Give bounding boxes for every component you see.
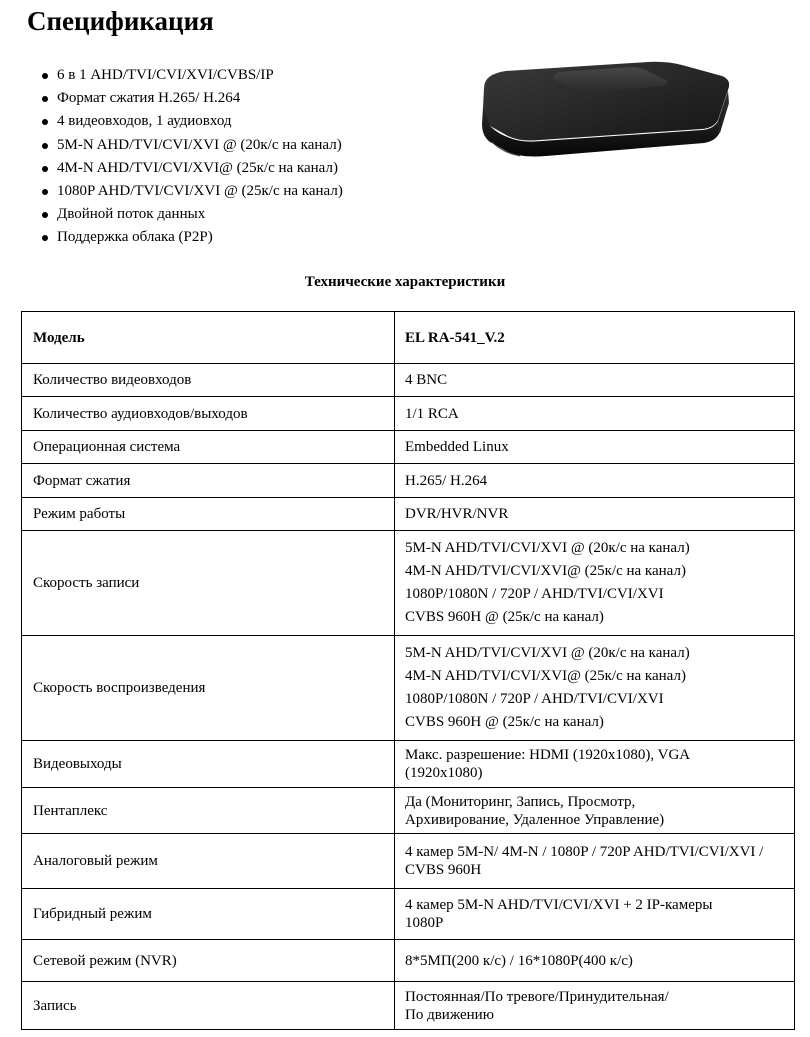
row-label: Гибридный режим <box>22 889 395 940</box>
row-value: 4 камер 5M-N/ 4M-N / 1080P / 720P AHD/TVI/CVI/XVI / CVBS 960H <box>395 834 795 889</box>
row-value: 4 камер 5M-N AHD/TVI/CVI/XVI + 2 IP-камеры 1080P <box>395 889 795 940</box>
row-value: H.265/ H.264 <box>395 464 795 498</box>
feature-item: 4M-N AHD/TVI/CVI/XVI@ (25к/с на канал) <box>40 157 343 180</box>
row-label: Количество аудиовходов/выходов <box>22 397 395 431</box>
page-title: Спецификация <box>27 6 214 36</box>
table-row <box>22 397 795 431</box>
row-label: Операционная система <box>22 431 395 464</box>
table-row <box>22 531 795 636</box>
feature-item: 6 в 1 AHD/TVI/CVI/XVI/CVBS/IP <box>40 64 343 87</box>
row-label: Режим работы <box>22 498 395 531</box>
row-value: Да (Мониторинг, Запись, Просмотр, Архивирование, Удаленное Управление) <box>395 788 795 834</box>
section-heading: Технические характеристики <box>304 274 506 290</box>
feature-item: Двойной поток данных <box>40 203 343 226</box>
row-label: Аналоговый режим <box>22 834 395 889</box>
row-label: Скорость воспроизведения <box>22 636 395 741</box>
row-label: Пентаплекс <box>22 788 395 834</box>
table-row <box>22 940 795 982</box>
header-label: Модель <box>22 312 395 364</box>
row-value: 8*5МП(200 к/с) / 16*1080P(400 к/с) <box>395 940 795 982</box>
row-value: Макс. разрешение: HDMI (1920x1080), VGA (1920x1080) <box>395 741 795 788</box>
table-row <box>22 498 795 531</box>
row-value: Embedded Linux <box>395 431 795 464</box>
table-header-row <box>22 312 795 364</box>
row-label: Сетевой режим (NVR) <box>22 940 395 982</box>
row-value: 5M-N AHD/TVI/CVI/XVI @ (20к/с на канал) 4M-N AHD/TVI/CVI/XVI@ (25к/с на канал) 1080P/1080N / 720P / AHD/TVI/CVI/XVI CVBS 960H @ (25к/с на канал) <box>395 531 795 636</box>
row-value: 4 BNC <box>395 364 795 397</box>
feature-item: 5M-N AHD/TVI/CVI/XVI @ (20к/с на канал) <box>40 134 343 157</box>
table-row <box>22 431 795 464</box>
table-row <box>22 636 795 741</box>
row-label: Скорость записи <box>22 531 395 636</box>
table-row <box>22 982 795 1030</box>
table-row <box>22 889 795 940</box>
feature-list <box>40 64 343 250</box>
table-row <box>22 464 795 498</box>
row-value: DVR/HVR/NVR <box>395 498 795 531</box>
table-row <box>22 788 795 834</box>
feature-item: 4 видеовходов, 1 аудиовход <box>40 110 343 133</box>
feature-item: Формат сжатия H.265/ H.264 <box>40 87 343 110</box>
row-label: Количество видеовходов <box>22 364 395 397</box>
dvr-device-image <box>470 58 740 178</box>
spec-table <box>21 311 795 1030</box>
row-label: Формат сжатия <box>22 464 395 498</box>
table-row <box>22 834 795 889</box>
row-value: Постоянная/По тревоге/Принудительная/ По движению <box>395 982 795 1030</box>
row-value: 5M-N AHD/TVI/CVI/XVI @ (20к/с на канал) 4M-N AHD/TVI/CVI/XVI@ (25к/с на канал) 1080P/1080N / 720P / AHD/TVI/CVI/XVI CVBS 960H @ (25к/с на канал) <box>395 636 795 741</box>
row-value: 1/1 RCA <box>395 397 795 431</box>
header-value: EL RA-541_V.2 <box>395 312 795 364</box>
feature-item: 1080P AHD/TVI/CVI/XVI @ (25к/с на канал) <box>40 180 343 203</box>
row-label: Видеовыходы <box>22 741 395 788</box>
row-label: Запись <box>22 982 395 1030</box>
table-row <box>22 364 795 397</box>
table-row <box>22 741 795 788</box>
feature-item: Поддержка облака (P2P) <box>40 226 343 249</box>
